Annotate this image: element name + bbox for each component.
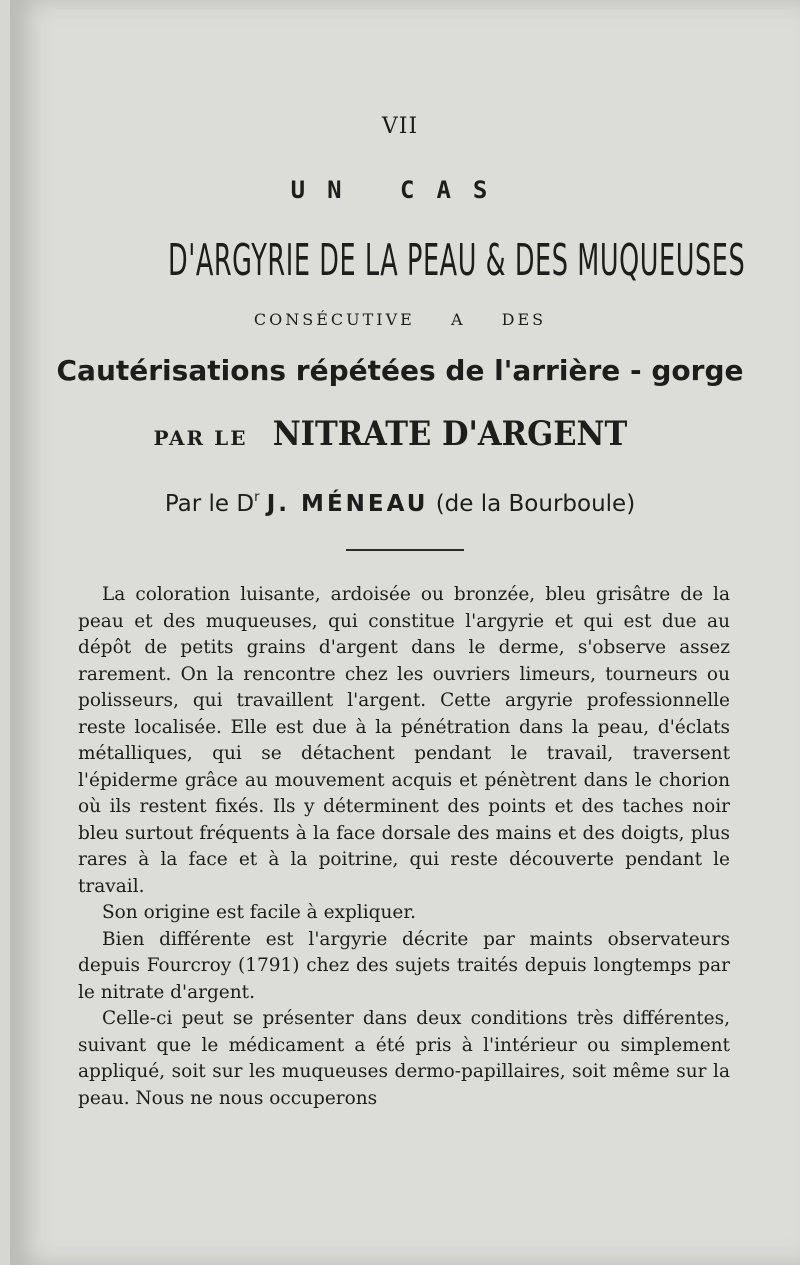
- subtitle-word: A: [450, 310, 466, 329]
- title-kicker: UN CAS: [290, 176, 510, 204]
- paragraph: Son origine est facile à expliquer.: [102, 902, 417, 923]
- body-text: [78, 582, 730, 1112]
- subtitle-word: CONSÉCUTIVE: [253, 310, 415, 329]
- author-prefix: Par le D: [164, 491, 255, 517]
- author-affiliation: (de la Bourboule): [435, 491, 636, 517]
- subtitle-consecutive: [0, 310, 800, 329]
- author-name: J. MÉNEAU: [266, 491, 429, 517]
- paragraph: La coloration luisante, ardoisée ou bronzée, bleu grisâtre de la peau et des muqueuses, qui constitue l'argyrie et qui est due au dépôt de petits grains d'argent dans le derme, s'observe assez rarement. On la rencontre chez les ouvriers limeurs, tourneurs ou polisseurs, qui travaillent l'argent. Cette argyrie professionnelle reste localisée. Elle est due à la pénétration dans la peau, d'éclats métalliques, qui se détachent pendant le travail, traversent l'épiderme grâce au mouvement acquis et pénètrent dans le chorion où ils restent fixés. Ils y déterminent des points et des taches noir bleu surtout fréquents à la face dorsale des mains et des doigts, plus rares à la face et à la poitrine, qui reste découverte pendant le travail.: [78, 584, 730, 897]
- article-title: D'ARGYRIE DE LA PEAU & DES MUQUEUSES: [168, 235, 746, 286]
- separator-rule: [346, 549, 464, 551]
- author-title-sup: r: [254, 490, 260, 505]
- subtitle-nitrate-dargent: NITRATE D'ARGENT: [272, 414, 627, 454]
- author-line: [0, 490, 800, 517]
- paragraph: Bien différente est l'argyrie décrite par maints observateurs depuis Fourcroy (1791) chez des sujets traités depuis longtemps par le nitrate d'argent.: [78, 928, 730, 1003]
- chapter-number: VII: [381, 114, 419, 139]
- paragraph: Celle-ci peut se présenter dans deux conditions très différentes, suivant que le médicament a été pris à l'intérieur ou simplement appliqué, soit sur les muqueuses dermo-papillaires, soit même sur la peau. Nous ne nous occuperons: [78, 1008, 730, 1109]
- subtitle-word: DES: [501, 310, 547, 329]
- subtitle-cauterisations: Cautérisations répétées de l'arrière - gorge: [56, 354, 744, 387]
- subtitle-par-le: PAR LE: [153, 426, 248, 450]
- subtitle-nitrate: [0, 414, 800, 454]
